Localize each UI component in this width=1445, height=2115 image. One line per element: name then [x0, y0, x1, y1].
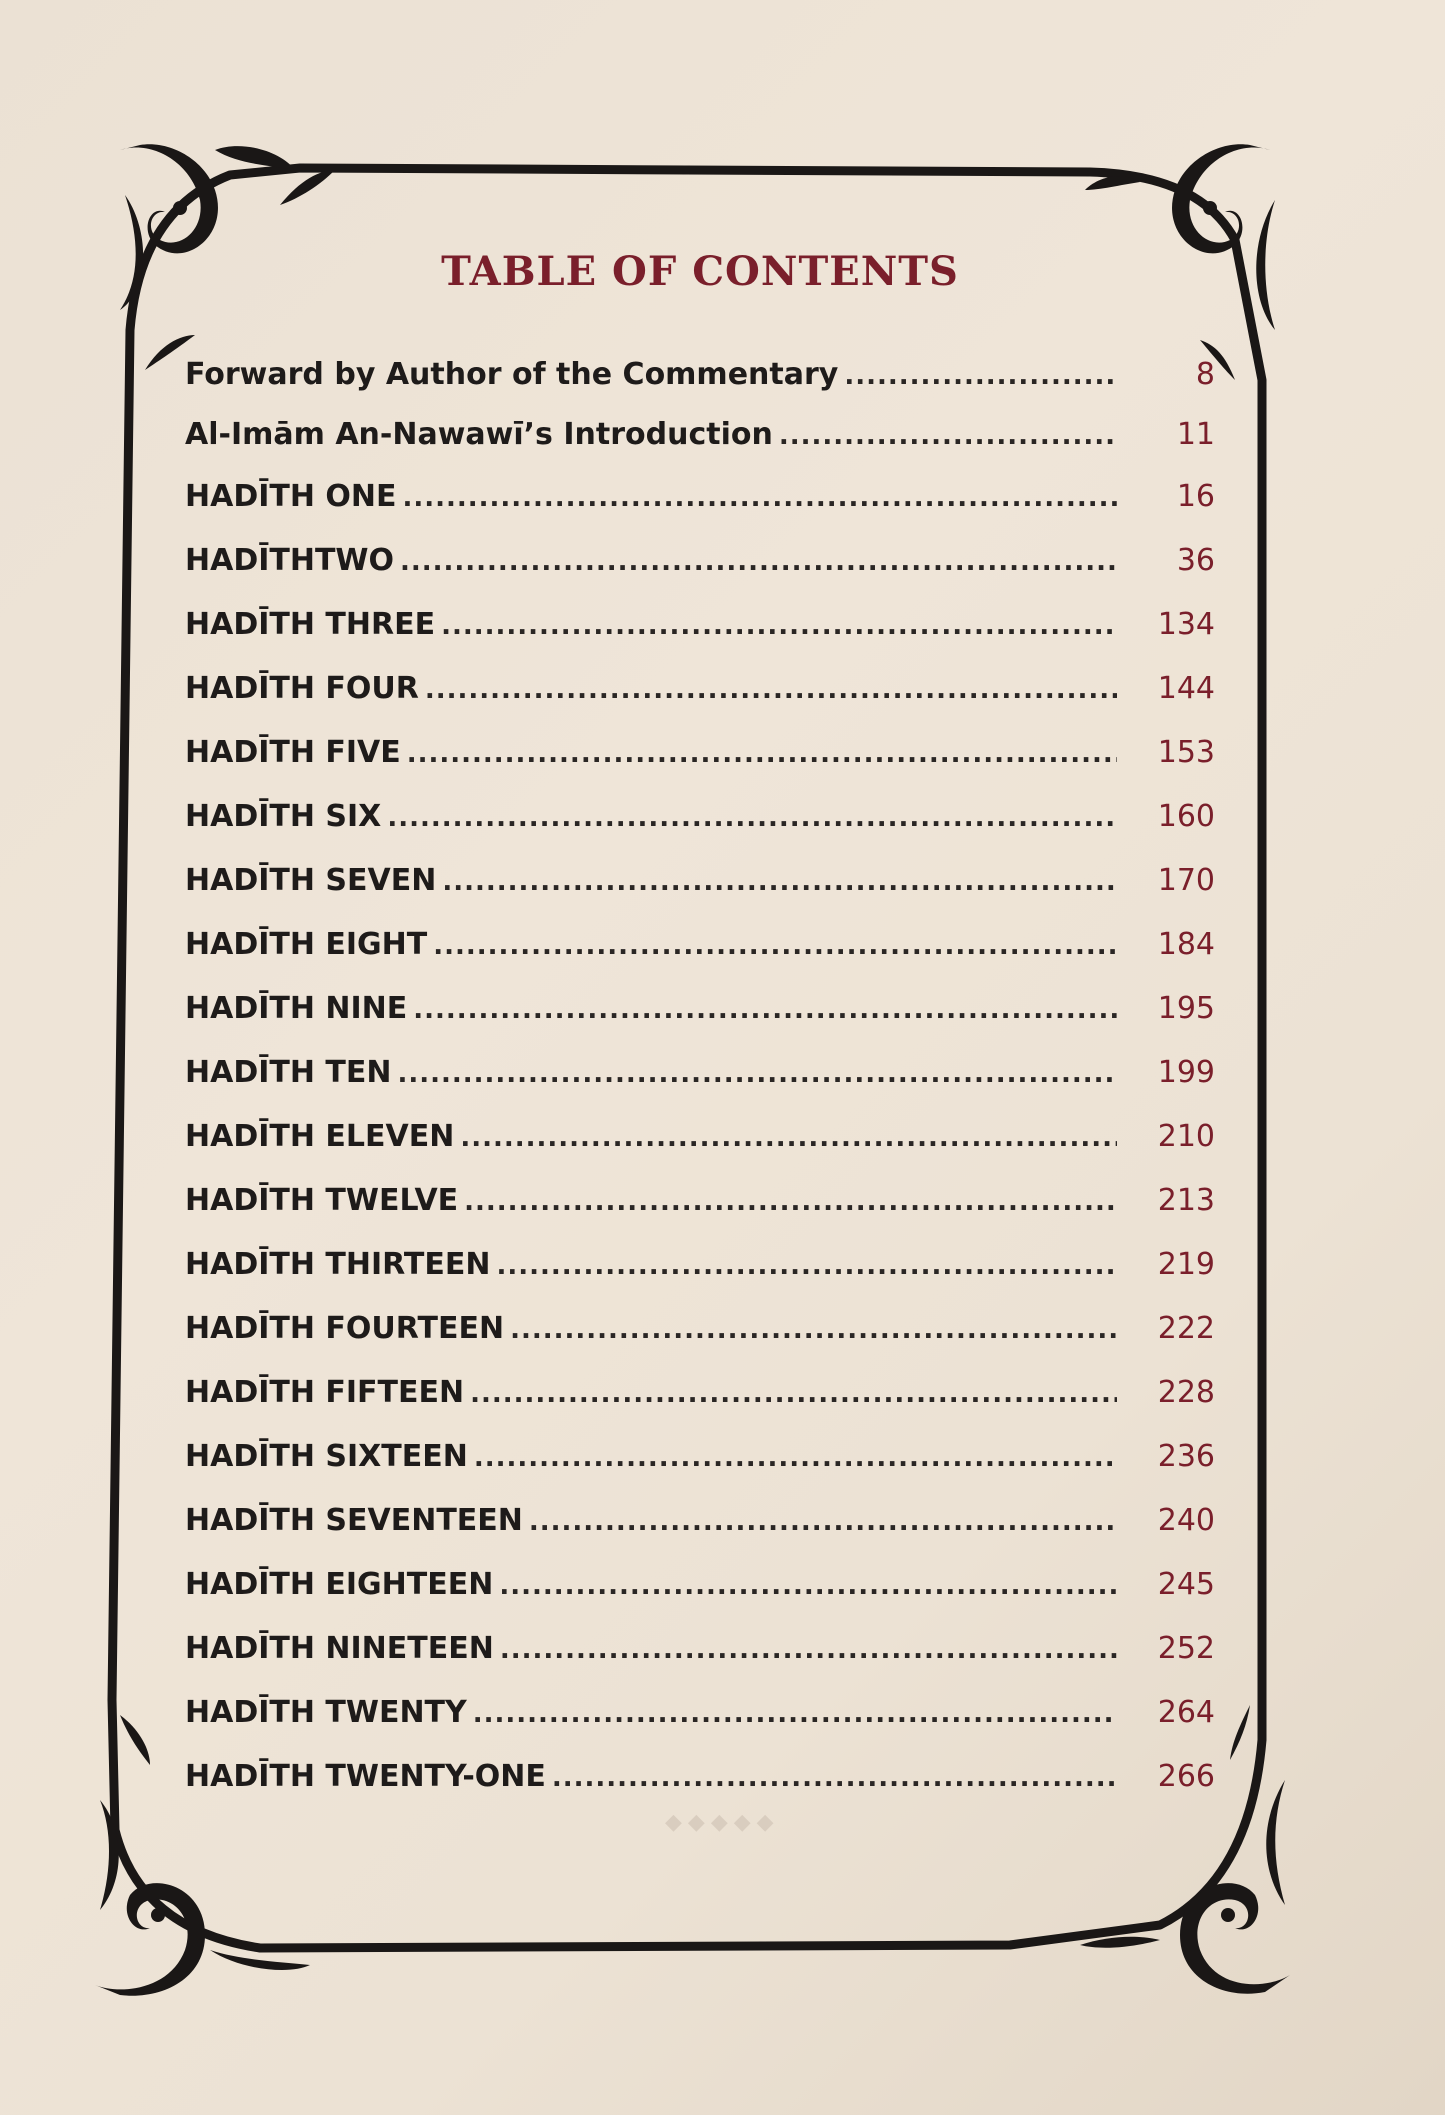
toc-entry[interactable]: [185, 345, 1215, 405]
toc-entry-page: 236: [1157, 1439, 1215, 1474]
toc-entry-label: HADĪTH NINETEEN: [185, 1631, 494, 1666]
toc-entry[interactable]: [185, 1361, 1215, 1425]
toc-leader-dots: [499, 1554, 1117, 1618]
toc-leader-dots: [413, 978, 1117, 1042]
toc-entry-page: 195: [1157, 991, 1215, 1026]
toc-entry-label: HADĪTH TEN: [185, 1055, 392, 1090]
toc-leader-dots: [400, 530, 1117, 594]
toc-entry-page: 160: [1157, 799, 1215, 834]
toc-entry[interactable]: [185, 721, 1215, 785]
toc-leader-dots: [529, 1490, 1117, 1554]
page-title: TABLE OF CONTENTS: [441, 248, 959, 295]
toc-entry[interactable]: [185, 1681, 1215, 1745]
toc-entry-page: 36: [1176, 543, 1215, 578]
toc-entry-label: HADĪTH FOUR: [185, 671, 419, 706]
toc-entry-page: 11: [1176, 417, 1215, 452]
toc-entry[interactable]: [185, 849, 1215, 913]
toc-entry[interactable]: [185, 405, 1215, 465]
toc-entry-label: HADĪTH EIGHTEEN: [185, 1567, 494, 1602]
toc-entry-page: 228: [1157, 1375, 1215, 1410]
toc-entry-label: HADĪTH THIRTEEN: [185, 1247, 491, 1282]
toc-entry-label: HADĪTH TWELVE: [185, 1183, 459, 1218]
decorative-diamonds: ◆◆◆◆◆: [665, 1810, 780, 1835]
toc-leader-dots: [464, 1170, 1117, 1234]
toc-leader-dots: [496, 1234, 1117, 1298]
toc-entry[interactable]: [185, 913, 1215, 977]
toc-leader-dots: [500, 1618, 1117, 1682]
toc-entry-page: 153: [1157, 735, 1215, 770]
toc-entry[interactable]: [185, 1745, 1215, 1809]
toc-entry[interactable]: [185, 529, 1215, 593]
toc-leader-dots: [470, 1362, 1117, 1426]
toc-entry-label: HADĪTH FIVE: [185, 735, 401, 770]
toc-leader-dots: [403, 466, 1117, 530]
toc-leader-dots: [474, 1426, 1117, 1490]
toc-leader-dots: [442, 850, 1117, 914]
toc-entry[interactable]: [185, 1489, 1215, 1553]
toc-entry[interactable]: [185, 785, 1215, 849]
toc-entry-label: HADĪTH EIGHT: [185, 927, 428, 962]
toc-entry-page: 210: [1157, 1119, 1215, 1154]
toc-entry[interactable]: [185, 593, 1215, 657]
toc-leader-dots: [460, 1106, 1117, 1170]
toc-entry[interactable]: [185, 1041, 1215, 1105]
toc-entry-label: HADĪTH SIX: [185, 799, 382, 834]
toc-leader-dots: [441, 594, 1117, 658]
toc-leader-dots: [552, 1746, 1117, 1810]
toc-entry[interactable]: [185, 1233, 1215, 1297]
toc-entry-label: HADĪTH FOURTEEN: [185, 1311, 505, 1346]
toc-entry-page: 245: [1157, 1567, 1215, 1602]
toc-entry-page: 213: [1157, 1183, 1215, 1218]
toc-entry-page: 252: [1157, 1631, 1215, 1666]
toc-entry-page: 170: [1157, 863, 1215, 898]
toc-entry-label: Forward by Author of the Commentary: [185, 357, 839, 392]
toc-entry-label: HADĪTH SEVENTEEN: [185, 1503, 523, 1538]
toc-entry-page: 134: [1157, 607, 1215, 642]
toc-entry[interactable]: [185, 977, 1215, 1041]
toc-leader-dots: [844, 346, 1117, 406]
toc-entry[interactable]: [185, 465, 1215, 529]
toc-entry-label: HADĪTH ONE: [185, 479, 397, 514]
toc-leader-dots: [397, 1042, 1117, 1106]
toc-entry-label: Al-Imām An-Nawawī’s Introduction: [185, 417, 773, 452]
toc-leader-dots: [779, 406, 1117, 466]
toc-entry-page: 240: [1157, 1503, 1215, 1538]
toc-entry[interactable]: [185, 1105, 1215, 1169]
toc-entry-page: 16: [1176, 479, 1215, 514]
toc-entry-page: 144: [1157, 671, 1215, 706]
toc-entry-label: HADĪTH TWENTY: [185, 1695, 467, 1730]
toc-entry-page: 222: [1157, 1311, 1215, 1346]
toc-entry-label: HADĪTH NINE: [185, 991, 408, 1026]
toc-entry[interactable]: [185, 1169, 1215, 1233]
toc-entry-label: HADĪTHTWO: [185, 543, 395, 578]
toc-leader-dots: [425, 658, 1117, 722]
toc-entry-page: 184: [1157, 927, 1215, 962]
toc-leader-dots: [407, 722, 1117, 786]
toc-leader-dots: [387, 786, 1117, 850]
toc-entry[interactable]: [185, 657, 1215, 721]
toc-entry-label: HADĪTH FIFTEEN: [185, 1375, 465, 1410]
toc-entry-label: HADĪTH SEVEN: [185, 863, 437, 898]
toc-entry-page: 264: [1157, 1695, 1215, 1730]
toc-entry-page: 199: [1157, 1055, 1215, 1090]
toc-leader-dots: [510, 1298, 1117, 1362]
toc-entry-page: 266: [1157, 1759, 1215, 1794]
toc-entry-label: HADĪTH TWENTY-ONE: [185, 1759, 546, 1794]
toc-entry-label: HADĪTH THREE: [185, 607, 436, 642]
toc-entry-page: 8: [1195, 357, 1215, 392]
toc-entry-label: HADĪTH SIXTEEN: [185, 1439, 468, 1474]
toc-list: [185, 345, 1215, 1809]
toc-entry[interactable]: [185, 1425, 1215, 1489]
toc-leader-dots: [473, 1682, 1117, 1746]
toc-entry[interactable]: [185, 1553, 1215, 1617]
toc-leader-dots: [433, 914, 1117, 978]
toc-entry-page: 219: [1157, 1247, 1215, 1282]
toc-entry[interactable]: [185, 1297, 1215, 1361]
toc-entry[interactable]: [185, 1617, 1215, 1681]
toc-entry-label: HADĪTH ELEVEN: [185, 1119, 455, 1154]
